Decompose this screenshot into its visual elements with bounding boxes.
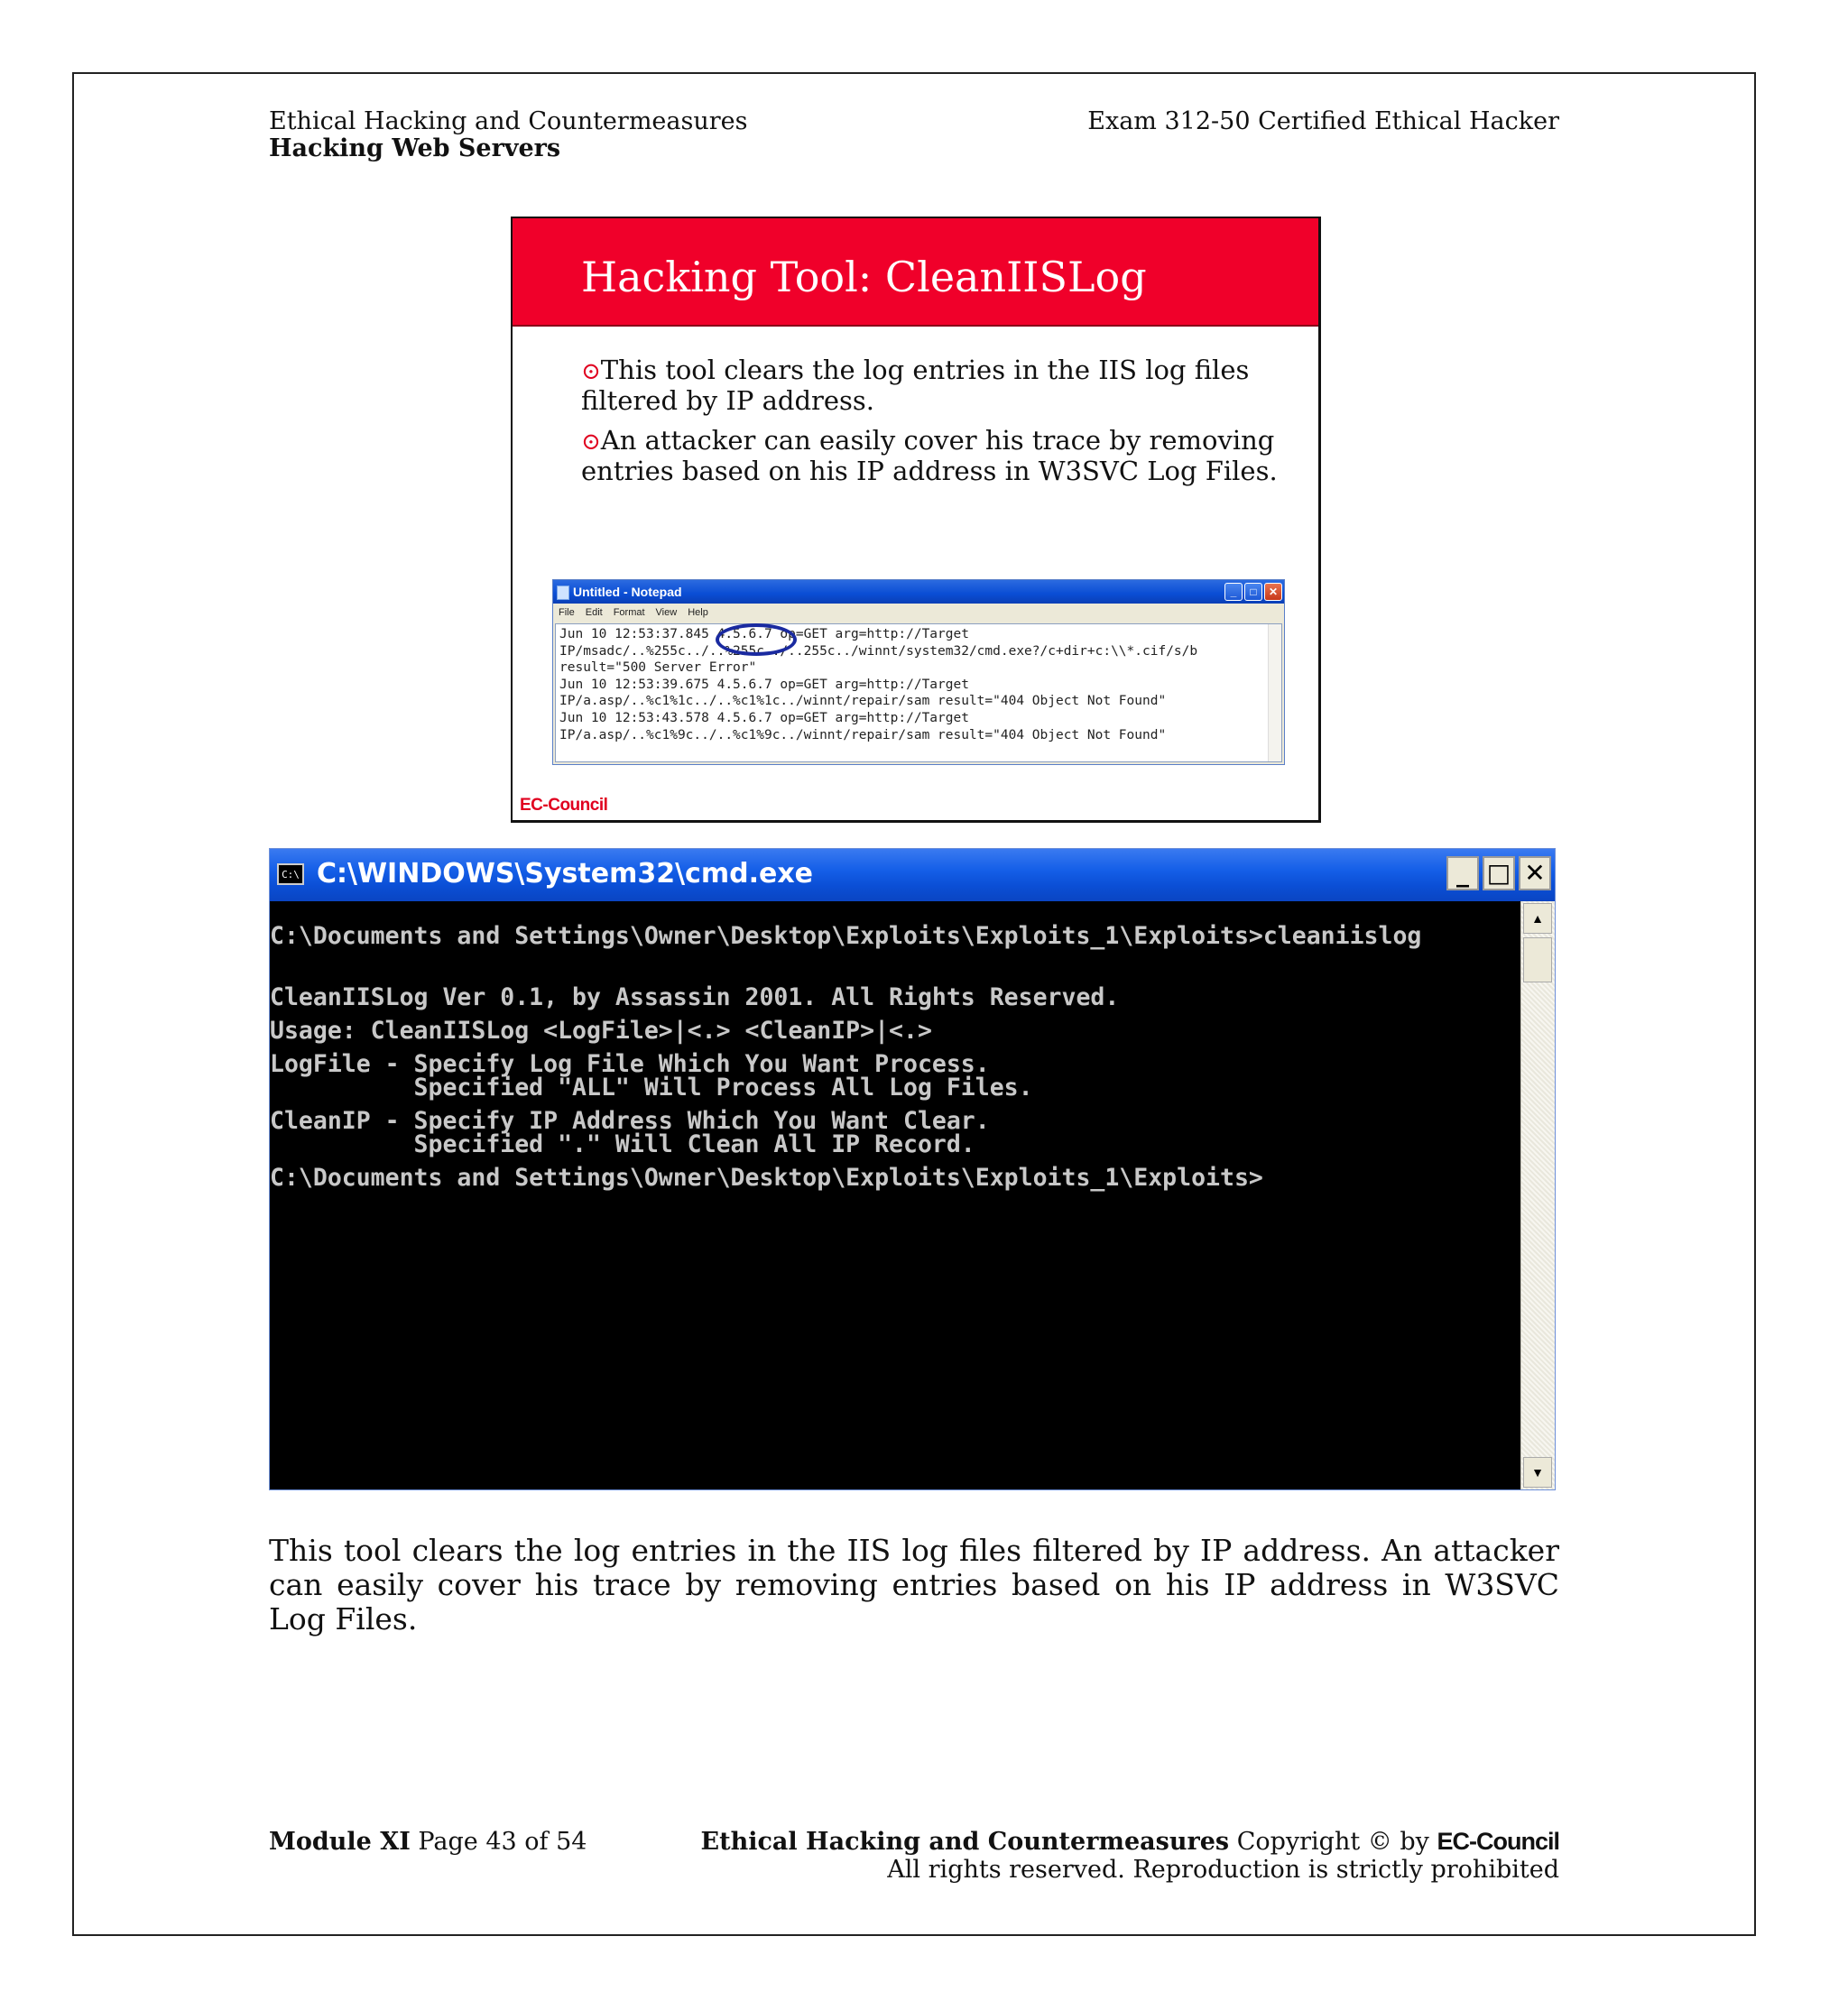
menu-format[interactable]: Format xyxy=(613,607,645,618)
log-line: Jun 10 12:53:37.845 4.5.6.7 op=GET arg=http://Target xyxy=(559,627,969,641)
menu-help[interactable]: Help xyxy=(688,607,708,618)
notepad-titlebar[interactable] xyxy=(553,580,1284,604)
bullet-icon: ⊙ xyxy=(581,358,601,385)
close-icon[interactable]: ✕ xyxy=(1264,583,1282,601)
bullet-icon: ⊙ xyxy=(581,429,601,456)
course-title: Ethical Hacking and Countermeasures xyxy=(269,107,748,135)
log-line: IP/a.asp/..%c1%1c../..%c1%1c../winnt/repair/sam result="404 Object Not Found" xyxy=(559,694,1167,709)
console-line: C:\Documents and Settings\Owner\Desktop\Exploits\Exploits_1\Exploits> xyxy=(270,1164,1263,1192)
console-line: Usage: CleanIISLog <LogFile>|<.> <CleanIP>|<.> xyxy=(270,1017,932,1045)
footer-copyright: Copyright © by xyxy=(1236,1828,1429,1856)
scroll-thumb[interactable] xyxy=(1523,937,1552,982)
log-line: Jun 10 12:53:43.578 4.5.6.7 op=GET arg=http://Target xyxy=(559,710,969,725)
footer-course: Ethical Hacking and Countermeasures xyxy=(700,1828,1230,1856)
exam-title: Exam 312-50 Certified Ethical Hacker xyxy=(1087,107,1559,135)
footer-module: Module XI xyxy=(269,1828,411,1856)
console-line: Specified "." Will Clean All IP Record. xyxy=(270,1130,975,1158)
footer-rights: All rights reserved. Reproduction is strictly prohibited xyxy=(887,1856,1559,1884)
notepad-text-area[interactable] xyxy=(555,623,1282,762)
slide-title-bar xyxy=(513,218,1318,327)
notepad-menubar xyxy=(553,604,1284,622)
ip-highlight-ellipse xyxy=(716,623,797,656)
slide xyxy=(511,217,1321,823)
footer-page: Page 43 of 54 xyxy=(418,1828,587,1856)
scroll-down-icon[interactable]: ▼ xyxy=(1523,1457,1552,1488)
slide-bullets xyxy=(581,355,1294,496)
minimize-icon[interactable]: _ xyxy=(1446,856,1479,890)
slide-bullet: ⊙This tool clears the log entries in the IIS log files filtered by IP address. xyxy=(581,355,1250,416)
cmd-title: C:\WINDOWS\System32\cmd.exe xyxy=(317,858,814,890)
cmd-window-controls xyxy=(1446,856,1551,890)
footer-ec-council-logo: EC-Council xyxy=(1437,1828,1559,1855)
console-line: LogFile - Specify Log File Which You Want Process. xyxy=(270,1050,990,1078)
maximize-icon[interactable]: □ xyxy=(1483,856,1515,890)
console-line: CleanIP - Specify IP Address Which You Want Clear. xyxy=(270,1107,990,1135)
slide-bullet: ⊙An attacker can easily cover his trace by removing entries based on his IP address in W3SVC Log Files. xyxy=(581,425,1278,486)
scroll-up-icon[interactable]: ▲ xyxy=(1523,903,1552,934)
close-icon[interactable]: ✕ xyxy=(1519,856,1551,890)
notepad-window xyxy=(552,579,1285,765)
console-line: C:\Documents and Settings\Owner\Desktop\Exploits\Exploits_1\Exploits>cleaniislog xyxy=(270,922,1422,950)
log-line: Jun 10 12:53:39.675 4.5.6.7 op=GET arg=http://Target xyxy=(559,677,969,692)
description-paragraph: This tool clears the log entries in the IIS log files filtered by IP address. An attacker can easily cover his trace by removing entries based on his IP address in W3SVC Log Files. xyxy=(269,1533,1559,1637)
notepad-title: Untitled - Notepad xyxy=(573,585,682,599)
console-line: Specified "ALL" Will Process All Log Files. xyxy=(270,1074,1033,1102)
console-line xyxy=(270,948,1520,972)
cmd-scrollbar[interactable] xyxy=(1520,901,1555,1489)
slide-title: Hacking Tool: CleanIISLog xyxy=(581,253,1147,301)
cmd-window xyxy=(269,848,1556,1490)
log-line: IP/msadc/..%255c../..%255c../..255c../winnt/system32/cmd.exe?/c+dir+c:\\*.cif/s/b xyxy=(559,643,1198,659)
menu-file[interactable]: File xyxy=(559,607,575,618)
cmd-app-icon: C:\ xyxy=(277,863,304,885)
module-title: Hacking Web Servers xyxy=(269,134,561,162)
notepad-scrollbar[interactable] xyxy=(1268,624,1281,761)
minimize-icon[interactable]: _ xyxy=(1224,583,1243,601)
notepad-window-controls xyxy=(1224,583,1282,601)
cmd-console-output[interactable] xyxy=(270,901,1520,1489)
maximize-icon[interactable]: □ xyxy=(1244,583,1262,601)
log-line: IP/a.asp/..%c1%9c../..%c1%9c../winnt/repair/sam result="404 Object Not Found" xyxy=(559,727,1167,742)
menu-view[interactable]: View xyxy=(655,607,678,618)
ec-council-logo: EC-Council xyxy=(520,796,608,815)
menu-edit[interactable]: Edit xyxy=(585,607,603,618)
header-left xyxy=(269,108,747,162)
console-line: CleanIISLog Ver 0.1, by Assassin 2001. All Rights Reserved. xyxy=(270,983,1120,1011)
footer-right xyxy=(701,1828,1559,1884)
notepad-app-icon xyxy=(557,585,569,600)
log-line: result="500 Server Error" xyxy=(559,660,757,676)
cmd-titlebar[interactable] xyxy=(270,849,1555,901)
footer-left xyxy=(269,1828,587,1856)
